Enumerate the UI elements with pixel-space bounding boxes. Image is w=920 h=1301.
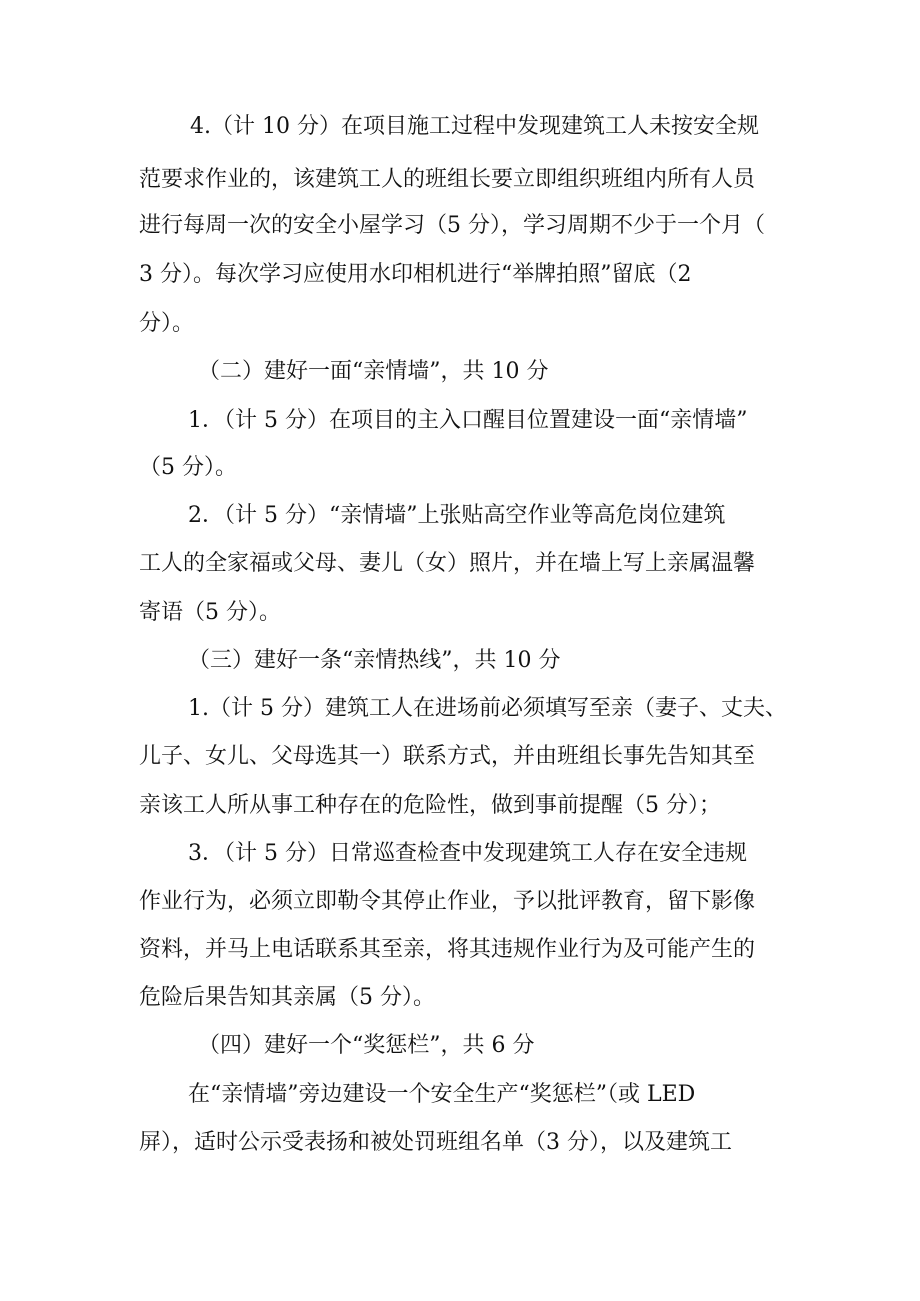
paragraph-item-4-line-5: 分）。 [139, 311, 195, 336]
paragraph-3-1-line-2: 儿子、女儿、父母选其一）联系方式，并由班组长事先告知其至 [139, 744, 756, 769]
section-heading-3: （三）建好一条“亲情热线”，共 10 分 [188, 648, 561, 673]
section-heading-4: （四）建好一个“奖惩栏”，共 6 分 [198, 1033, 535, 1058]
paragraph-item-4-line-4: 3 分）。每次学习应使用水印相机进行“举牌拍照”留底（2 [139, 262, 692, 287]
paragraph-3-3-line-3: 资料，并马上电话联系其至亲，将其违规作业行为及可能产生的 [139, 937, 756, 962]
paragraph-2-2-line-2: 工人的全家福或父母、妻儿（女）照片，并在墙上写上亲属温馨 [139, 551, 756, 576]
section-heading-2: （二）建好一面“亲情墙”，共 10 分 [198, 359, 549, 384]
paragraph-4-line-1: 在“亲情墙”旁边建设一个安全生产“奖惩栏”（或 LED [188, 1082, 696, 1107]
paragraph-item-4-line-1: 4.（计 10 分）在项目施工过程中发现建筑工人未按安全规 [190, 114, 759, 139]
paragraph-2-2-line-1: 2．（计 5 分）“亲情墙”上张贴高空作业等高危岗位建筑 [188, 503, 726, 528]
paragraph-3-3-line-4: 危险后果告知其亲属（5 分）。 [139, 985, 435, 1010]
paragraph-2-2-line-3: 寄语（5 分）。 [139, 600, 281, 625]
paragraph-item-4-line-2: 范要求作业的，该建筑工人的班组长要立即组织班组内所有人员 [139, 167, 756, 192]
paragraph-2-1-line-1: 1．（计 5 分）在项目的主入口醒目位置建设一面“亲情墙” [188, 408, 748, 433]
paragraph-3-3-line-1: 3．（计 5 分）日常巡查检查中发现建筑工人存在安全违规 [188, 841, 747, 866]
paragraph-2-1-line-2: （5 分）。 [139, 455, 237, 480]
paragraph-4-line-2: 屏），适时公示受表扬和被处罚班组名单（3 分），以及建筑工 [139, 1130, 732, 1155]
paragraph-item-4-line-3: 进行每周一次的安全小屋学习（5 分），学习周期不少于一个月（ [139, 213, 765, 238]
paragraph-3-3-line-2: 作业行为，必须立即勒令其停止作业，予以批评教育，留下影像 [139, 889, 756, 914]
paragraph-3-1-line-1: 1.（计 5 分）建筑工人在进场前必须填写至亲（妻子、丈夫、 [188, 696, 787, 721]
paragraph-3-1-line-3: 亲该工人所从事工种存在的危险性，做到事前提醒（5 分）； [139, 793, 721, 818]
